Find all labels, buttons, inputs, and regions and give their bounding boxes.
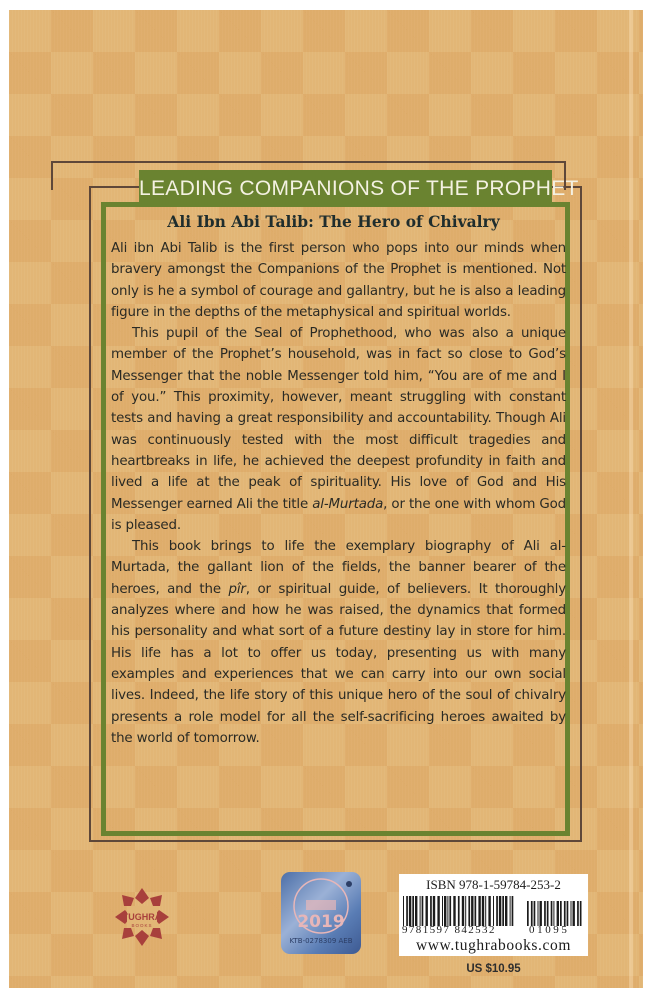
series-heading: LEADING COMPANIONS OF THE PROPHET (139, 170, 552, 207)
barcode-addon-icon (527, 901, 583, 926)
barcode-bar (426, 896, 428, 926)
barcode-bar (527, 901, 529, 926)
hologram-code: KTB-0278309 AEB (289, 937, 353, 945)
publisher-subname: BOOKS (131, 923, 153, 928)
barcode-bar (449, 896, 451, 926)
barcode-bar (462, 896, 464, 926)
barcode-bar (444, 896, 446, 926)
blurb-text: , or spiritual guide, of believers. It thoroughly analyzes where and how he was raised, the dynamics that formed his personality and what sort of a future destiny lay in store for him. His life has a lot to offer us today, presenting us with many examples and experiences that we can carry into our own social lives. Indeed, the life story of this unique hero of the soul of chivalry presents a role model for all the self-sacrificing heroes awaited by the world of tomorrow. (111, 581, 566, 746)
barcode-bar (538, 901, 539, 926)
blurb-text: , or the one with whom God is pleased. (111, 496, 566, 533)
barcode-bar (437, 896, 439, 926)
blurb-italic-term: al-Murtada (312, 496, 384, 512)
tughra-books-logo-icon (113, 886, 171, 948)
barcode-bar (485, 896, 486, 926)
barcode-bar (471, 896, 473, 926)
blurb-paragraph-2 (111, 323, 566, 536)
blurb (111, 238, 566, 749)
publisher-name: TUGHRA (122, 912, 162, 922)
barcode-bar (547, 901, 549, 926)
barcode-bar (493, 896, 494, 926)
barcode-bar (406, 896, 408, 926)
barcode-bar (534, 901, 536, 926)
barcode-digits: 9781597 842532 (402, 924, 496, 936)
barcode-bar (482, 896, 484, 926)
barcode-bar (544, 901, 546, 926)
barcode-bar (409, 896, 411, 926)
barcode-bar (453, 896, 455, 926)
barcode-bar (573, 901, 575, 926)
barcode-bar (557, 901, 559, 926)
barcode-bar (468, 896, 470, 926)
barcode-bar (531, 901, 533, 926)
barcode-bar (553, 901, 554, 926)
barcode-bar (496, 896, 498, 926)
blurb-text: This pupil of the Seal of Prophethood, who was also a unique member of the Prophet’s household, was in fact so close to God’s Messenger that the noble Messenger told him, “You are of me and I of you.” This proximity, however, meant struggling with constant tests and having a great responsibility and accountability. Though Ali was continuously tested with the most difficult tragedies and heartbreaks in life, he achieved the deepest profundity in faith and lived a life at the peak of spirituality. His love of God and His Messenger earned Ali the title (111, 326, 566, 512)
barcode-main-icon (403, 896, 515, 926)
barcode-bar (510, 896, 511, 926)
barcode-bar (422, 896, 424, 926)
barcode-bar (551, 901, 553, 926)
barcode-bar (478, 896, 480, 926)
book-title: Ali Ibn Abi Talib: The Hero of Chivalry (167, 212, 500, 231)
barcode-label (399, 874, 588, 956)
blurb-paragraph-3 (111, 536, 566, 749)
hologram-year: 2019 (297, 912, 345, 932)
barcode-bar (403, 896, 404, 926)
barcode-bar (433, 896, 435, 926)
hologram-sticker (281, 872, 361, 954)
barcode-bar (499, 896, 501, 926)
barcode-bar (488, 896, 490, 926)
blurb-paragraph-1: Ali ibn Abi Talib is the first person who pops into our minds when bravery amongst the Companions of the Prophet is mentioned. Not only is he a symbol of courage and gallantry, but he is also a leading figure in the depths of the metaphysical and spiritual worlds. (111, 241, 566, 320)
barcode-bar (567, 901, 569, 926)
barcode-addon-digits: 01095 (529, 924, 570, 936)
barcode-bar (415, 896, 417, 926)
barcode-bar (458, 896, 460, 926)
barcode-bar (505, 896, 507, 926)
price: US $10.95 (466, 963, 521, 975)
barcode-bar (502, 896, 504, 926)
publisher-website: www.tughrabooks.com (415, 937, 572, 954)
barcode-bar (571, 901, 572, 926)
barcode-bar (564, 901, 566, 926)
barcode-bar (442, 896, 443, 926)
barcode-bar (447, 896, 448, 926)
barcode-bar (475, 896, 477, 926)
blurb-text: This book brings to life the exemplary biography of Ali al-Murtada, the gallant lion of the fields, the banner bearer of the heroes, and the (111, 539, 566, 597)
barcode-bar (540, 901, 542, 926)
barcode-bar (512, 896, 514, 926)
barcode-bar (580, 901, 582, 926)
barcode-bar (412, 896, 414, 926)
barcode-bar (577, 901, 579, 926)
isbn: ISBN 978-1-59784-253-2 (426, 877, 561, 892)
book-back-cover (9, 10, 643, 988)
blurb-italic-term: pîr (228, 581, 246, 597)
barcode-bar (465, 896, 466, 926)
barcode-bar (420, 896, 421, 926)
barcode-bar (560, 901, 562, 926)
barcode-bar (430, 896, 432, 926)
